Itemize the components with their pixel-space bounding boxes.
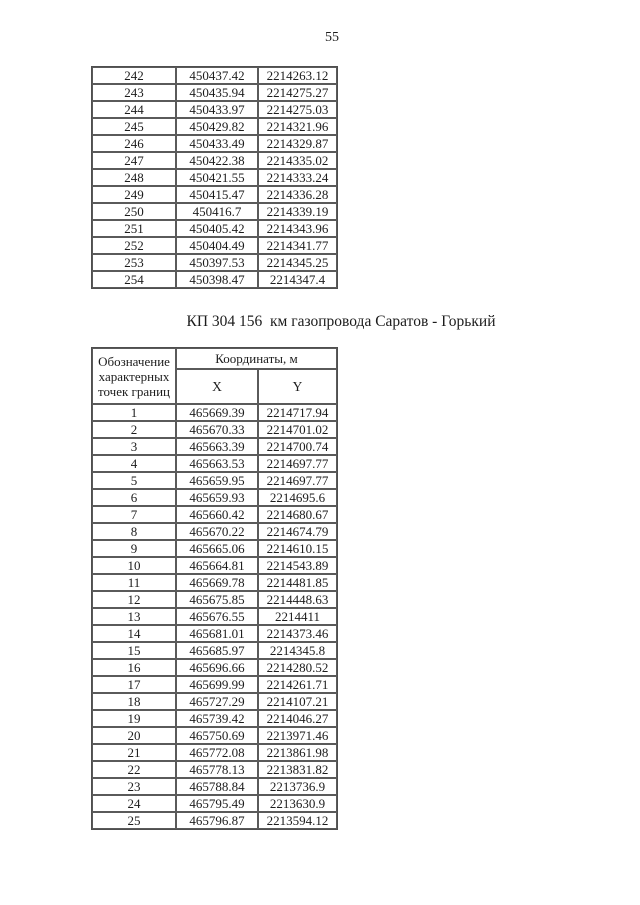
table-cell: 22 xyxy=(92,761,176,778)
table-cell: 248 xyxy=(92,169,176,186)
table-cell: 2214701.02 xyxy=(258,421,337,438)
table-cell: 465660.42 xyxy=(176,506,258,523)
table-row xyxy=(92,506,337,523)
header-x: X xyxy=(176,369,258,404)
table-cell: 2214347.4 xyxy=(258,271,337,288)
table-cell: 242 xyxy=(92,67,176,84)
table-cell: 465796.87 xyxy=(176,812,258,829)
table-cell: 20 xyxy=(92,727,176,744)
table-cell: 450398.47 xyxy=(176,271,258,288)
table-row xyxy=(92,642,337,659)
table-cell: 4 xyxy=(92,455,176,472)
coordinates-table xyxy=(91,347,338,830)
table-row xyxy=(92,693,337,710)
table-cell: 25 xyxy=(92,812,176,829)
table-cell: 243 xyxy=(92,84,176,101)
table-cell: 13 xyxy=(92,608,176,625)
table-cell: 2214697.77 xyxy=(258,472,337,489)
table-cell: 2214345.8 xyxy=(258,642,337,659)
table-cell: 250 xyxy=(92,203,176,220)
table-cell: 1 xyxy=(92,404,176,421)
table-cell: 244 xyxy=(92,101,176,118)
table-cell: 2214345.25 xyxy=(258,254,337,271)
table-cell: 9 xyxy=(92,540,176,557)
table-row xyxy=(92,152,337,169)
table-row xyxy=(92,778,337,795)
table-cell: 465663.39 xyxy=(176,438,258,455)
table-cell: 450415.47 xyxy=(176,186,258,203)
table-cell: 450405.42 xyxy=(176,220,258,237)
table-row xyxy=(92,220,337,237)
table-cell: 253 xyxy=(92,254,176,271)
table-cell: 465739.42 xyxy=(176,710,258,727)
table-cell: 16 xyxy=(92,659,176,676)
table-cell: 23 xyxy=(92,778,176,795)
table-cell: 247 xyxy=(92,152,176,169)
table-row xyxy=(92,574,337,591)
table-cell: 450422.38 xyxy=(176,152,258,169)
table-cell: 6 xyxy=(92,489,176,506)
table-row xyxy=(92,812,337,829)
table-cell: 2213831.82 xyxy=(258,761,337,778)
table-cell: 12 xyxy=(92,591,176,608)
table-cell: 465681.01 xyxy=(176,625,258,642)
table-cell: 465665.06 xyxy=(176,540,258,557)
table-row xyxy=(92,761,337,778)
table-cell: 18 xyxy=(92,693,176,710)
table-cell: 8 xyxy=(92,523,176,540)
table-row xyxy=(92,557,337,574)
table-cell: 3 xyxy=(92,438,176,455)
table-cell: 450437.42 xyxy=(176,67,258,84)
table-cell: 245 xyxy=(92,118,176,135)
table-cell: 251 xyxy=(92,220,176,237)
table-cell: 465675.85 xyxy=(176,591,258,608)
header-y: Y xyxy=(258,369,337,404)
table-cell: 14 xyxy=(92,625,176,642)
table-cell: 465659.93 xyxy=(176,489,258,506)
table-row xyxy=(92,118,337,135)
table-row xyxy=(92,659,337,676)
table-cell: 2213736.9 xyxy=(258,778,337,795)
table-cell: 465664.81 xyxy=(176,557,258,574)
table-cell: 465778.13 xyxy=(176,761,258,778)
table-row xyxy=(92,101,337,118)
table-cell: 465685.97 xyxy=(176,642,258,659)
table-row xyxy=(92,135,337,152)
table-cell: 10 xyxy=(92,557,176,574)
table-cell: 2214717.94 xyxy=(258,404,337,421)
table-cell: 2214373.46 xyxy=(258,625,337,642)
table-cell: 2213594.12 xyxy=(258,812,337,829)
table-cell: 465676.55 xyxy=(176,608,258,625)
table-row xyxy=(92,404,337,421)
table-cell: 2213630.9 xyxy=(258,795,337,812)
table-cell: 2214263.12 xyxy=(258,67,337,84)
table-row xyxy=(92,169,337,186)
page-number: 55 xyxy=(325,30,339,45)
table-cell: 2213971.46 xyxy=(258,727,337,744)
table-cell: 2214333.24 xyxy=(258,169,337,186)
table-cell: 2214674.79 xyxy=(258,523,337,540)
table-cell: 2214411 xyxy=(258,608,337,625)
table-row xyxy=(92,489,337,506)
table-cell: 2214481.85 xyxy=(258,574,337,591)
table-cell: 2214280.52 xyxy=(258,659,337,676)
table-row xyxy=(92,591,337,608)
table-row xyxy=(92,625,337,642)
table-cell: 254 xyxy=(92,271,176,288)
table-row xyxy=(92,744,337,761)
table-row xyxy=(92,84,337,101)
table-cell: 465670.33 xyxy=(176,421,258,438)
table-cell: 450433.97 xyxy=(176,101,258,118)
table-cell: 2214335.02 xyxy=(258,152,337,169)
table-row xyxy=(92,237,337,254)
table-cell: 450421.55 xyxy=(176,169,258,186)
table-row xyxy=(92,795,337,812)
table-row xyxy=(92,472,337,489)
table-row xyxy=(92,254,337,271)
table-cell: 450397.53 xyxy=(176,254,258,271)
table-cell: 2214543.89 xyxy=(258,557,337,574)
table-cell: 465750.69 xyxy=(176,727,258,744)
table-row xyxy=(92,727,337,744)
table-cell: 465663.53 xyxy=(176,455,258,472)
table-cell: 249 xyxy=(92,186,176,203)
table-row xyxy=(92,676,337,693)
table-cell: 2214695.6 xyxy=(258,489,337,506)
table-cell: 2214448.63 xyxy=(258,591,337,608)
table-cell: 21 xyxy=(92,744,176,761)
table-cell: 2214339.19 xyxy=(258,203,337,220)
table-row xyxy=(92,608,337,625)
table-row xyxy=(92,186,337,203)
table-cell: 24 xyxy=(92,795,176,812)
table-header xyxy=(92,348,337,404)
table-row xyxy=(92,271,337,288)
table-cell: 465670.22 xyxy=(176,523,258,540)
header-designation: Обозначение характерных точек границ xyxy=(92,348,176,404)
table-cell: 465696.66 xyxy=(176,659,258,676)
table-cell: 17 xyxy=(92,676,176,693)
table-cell: 2214336.28 xyxy=(258,186,337,203)
table-cell: 7 xyxy=(92,506,176,523)
table-cell: 2214610.15 xyxy=(258,540,337,557)
table-cell: 2214341.77 xyxy=(258,237,337,254)
table-cell: 2214321.96 xyxy=(258,118,337,135)
table-row xyxy=(92,438,337,455)
coordinates-table-continuation xyxy=(91,66,338,289)
table-cell: 2214261.71 xyxy=(258,676,337,693)
table-cell: 2214275.03 xyxy=(258,101,337,118)
table-cell: 19 xyxy=(92,710,176,727)
section-title: КП 304 156 км газопровода Саратов - Горький xyxy=(186,313,496,330)
table-cell: 2213861.98 xyxy=(258,744,337,761)
table-cell: 450416.7 xyxy=(176,203,258,220)
table-cell: 465788.84 xyxy=(176,778,258,795)
table-cell: 2214107.21 xyxy=(258,693,337,710)
table-cell: 465795.49 xyxy=(176,795,258,812)
table-cell: 450435.94 xyxy=(176,84,258,101)
table-cell: 465659.95 xyxy=(176,472,258,489)
table-row xyxy=(92,421,337,438)
table-cell: 2214329.87 xyxy=(258,135,337,152)
table-cell: 2214680.67 xyxy=(258,506,337,523)
table-cell: 11 xyxy=(92,574,176,591)
table-cell: 450433.49 xyxy=(176,135,258,152)
table-cell: 15 xyxy=(92,642,176,659)
table-cell: 465669.39 xyxy=(176,404,258,421)
table-cell: 465669.78 xyxy=(176,574,258,591)
table-cell: 5 xyxy=(92,472,176,489)
table-cell: 252 xyxy=(92,237,176,254)
table-cell: 465727.29 xyxy=(176,693,258,710)
table-cell: 2 xyxy=(92,421,176,438)
table-row xyxy=(92,523,337,540)
table-cell: 450429.82 xyxy=(176,118,258,135)
table-row xyxy=(92,710,337,727)
table-cell: 465772.08 xyxy=(176,744,258,761)
table-cell: 2214046.27 xyxy=(258,710,337,727)
table-row xyxy=(92,540,337,557)
table-cell: 2214697.77 xyxy=(258,455,337,472)
table-row xyxy=(92,67,337,84)
table-cell: 450404.49 xyxy=(176,237,258,254)
table-cell: 246 xyxy=(92,135,176,152)
table-cell: 2214700.74 xyxy=(258,438,337,455)
table-row xyxy=(92,455,337,472)
table-row xyxy=(92,203,337,220)
table-cell: 465699.99 xyxy=(176,676,258,693)
table-cell: 2214275.27 xyxy=(258,84,337,101)
table-cell: 2214343.96 xyxy=(258,220,337,237)
header-coordinates: Координаты, м xyxy=(176,348,337,369)
